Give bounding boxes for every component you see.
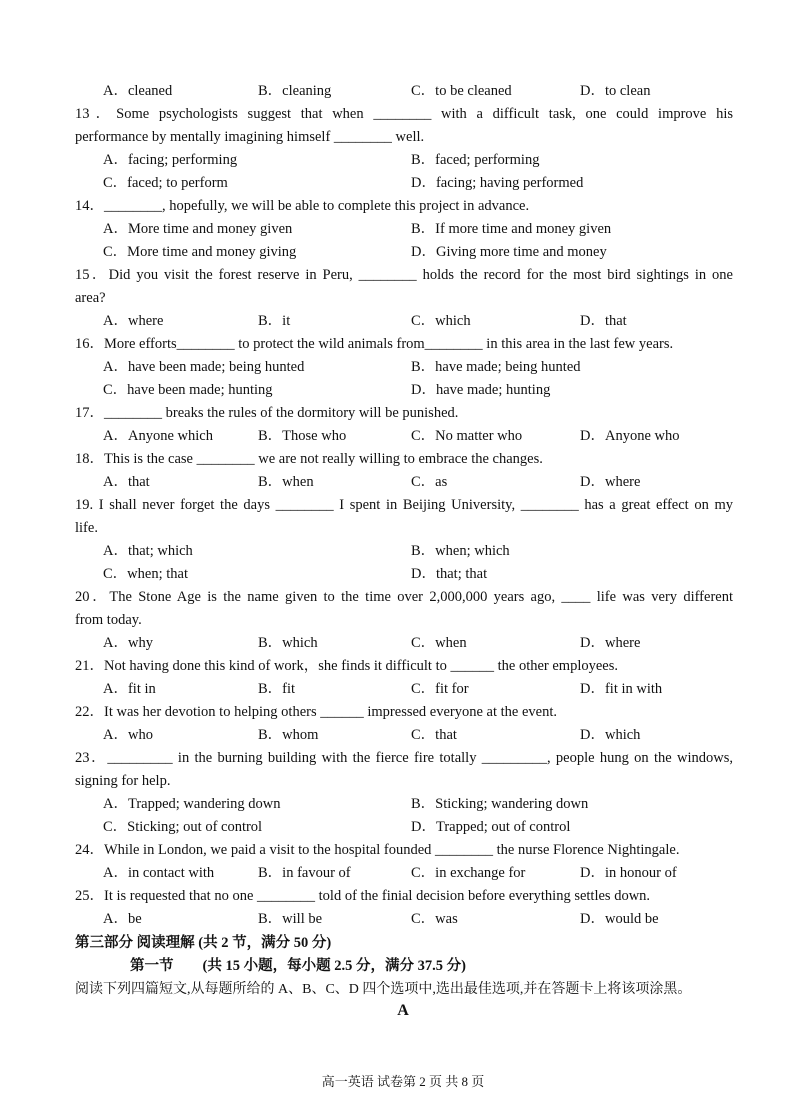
- q20-option-b: B．which: [258, 635, 318, 651]
- q16-option-d: D．have made; hunting: [411, 382, 551, 398]
- q25-stem: 25．It is requested that no one ________ told of the finial decision before everything settles down.: [75, 888, 651, 904]
- q23-option-b: B．Sticking; wandering down: [411, 796, 589, 812]
- section3-subtitle: 第一节 (共 15 小题，每小题 2.5 分，满分 37.5 分): [130, 958, 466, 974]
- q23-option-c: C．Sticking; out of control: [103, 819, 263, 835]
- q15-option-b: B．it: [258, 313, 291, 329]
- q20-stem-line2: from today.: [75, 612, 142, 628]
- q19-option-b: B．when; which: [411, 543, 510, 559]
- q23-stem-line2: signing for help.: [75, 773, 171, 789]
- q15-stem-line1: 15．Did you visit the forest reserve in Peru, ________ holds the record for the most bird sightings in one: [75, 267, 733, 283]
- q18-stem: 18．This is the case ________ we are not really willing to embrace the changes.: [75, 451, 543, 467]
- q13-option-c: C．faced; to perform: [103, 175, 228, 191]
- q19-option-d: D．that; that: [411, 566, 488, 582]
- q24-option-c: C．in exchange for: [411, 865, 526, 881]
- q12-option-c: C．to be cleaned: [411, 83, 512, 99]
- q17-option-a: A．Anyone which: [103, 428, 213, 444]
- q20-option-d: D．where: [580, 635, 641, 651]
- passage-label: A: [397, 1002, 409, 1019]
- q15-option-c: C．which: [411, 313, 471, 329]
- q23-option-d: D．Trapped; out of control: [411, 819, 571, 835]
- q16-stem: 16．More efforts________ to protect the wild animals from________ in this area in the last few years.: [75, 336, 674, 352]
- q18-option-c: C．as: [411, 474, 448, 490]
- q19-stem-line2: life.: [75, 520, 98, 536]
- q19-option-c: C．when; that: [103, 566, 188, 582]
- q21-option-a: A．fit in: [103, 681, 156, 697]
- q21-stem: 21．Not having done this kind of work，she finds it difficult to ______ the other employees.: [75, 658, 619, 674]
- page-footer: 高一英语 试卷第 2 页 共 8 页: [321, 1074, 485, 1089]
- q24-option-a: A．in contact with: [103, 865, 215, 881]
- q18-option-d: D．where: [580, 474, 641, 490]
- q12-option-d: D．to clean: [580, 83, 651, 99]
- q24-option-b: B．in favour of: [258, 865, 351, 881]
- q23-stem-line1: 23．_________ in the burning building with the fierce fire totally _________, people hung on the windows,: [75, 750, 733, 766]
- q14-stem: 14．________, hopefully, we will be able to complete this project in advance.: [75, 198, 530, 214]
- q13-option-a: A．facing; performing: [103, 152, 238, 168]
- q13-stem-line2: performance by mentally imagining himself ________ well.: [75, 129, 425, 145]
- q18-option-a: A．that: [103, 474, 150, 490]
- q24-option-d: D．in honour of: [580, 865, 677, 881]
- q17-option-d: D．Anyone who: [580, 428, 680, 444]
- q18-option-b: B．when: [258, 474, 314, 490]
- section3-instruction: 阅读下列四篇短文,从每题所给的 A、B、C、D 四个选项中,选出最佳选项,并在答题卡上将该项涂黑。: [75, 982, 692, 997]
- q25-option-b: B．will be: [258, 911, 323, 927]
- q22-option-b: B．whom: [258, 727, 319, 743]
- q17-option-b: B．Those who: [258, 428, 347, 444]
- q13-option-b: B．faced; performing: [411, 152, 540, 168]
- q16-option-a: A．have been made; being hunted: [103, 359, 305, 375]
- q15-option-a: A．where: [103, 313, 164, 329]
- q17-stem: 17．________ breaks the rules of the dormitory will be punished.: [75, 405, 459, 421]
- q15-stem-line2: area?: [75, 290, 106, 306]
- q14-option-a: A．More time and money given: [103, 221, 293, 237]
- q23-option-a: A．Trapped; wandering down: [103, 796, 281, 812]
- q21-option-b: B．fit: [258, 681, 296, 697]
- q14-option-d: D．Giving more time and money: [411, 244, 607, 260]
- q20-option-c: C．when: [411, 635, 467, 651]
- q21-option-c: C．fit for: [411, 681, 469, 697]
- q21-option-d: D．fit in with: [580, 681, 663, 697]
- q17-option-c: C．No matter who: [411, 428, 523, 444]
- q25-option-c: C．was: [411, 911, 458, 927]
- q25-option-d: D．would be: [580, 911, 659, 927]
- q15-option-d: D．that: [580, 313, 627, 329]
- q12-option-b: B．cleaning: [258, 83, 332, 99]
- q22-option-c: C．that: [411, 727, 457, 743]
- q13-stem-line1: 13．Some psychologists suggest that when ________ with a difficult task, one could improve his: [75, 106, 733, 122]
- q13-option-d: D．facing; having performed: [411, 175, 584, 191]
- q22-option-d: D．which: [580, 727, 641, 743]
- q22-option-a: A．who: [103, 727, 153, 743]
- q19-stem-line1: 19. I shall never forget the days ________ I spent in Beijing University, ________ has a great effect on my: [75, 497, 733, 513]
- q20-option-a: A．why: [103, 635, 153, 651]
- q14-option-b: B．If more time and money given: [411, 221, 612, 237]
- q22-stem: 22．It was her devotion to helping others ______ impressed everyone at the event.: [75, 704, 558, 720]
- q20-stem-line1: 20．The Stone Age is the name given to the time over 2,000,000 years ago, ____ life was very different: [75, 589, 733, 605]
- q19-option-a: A．that; which: [103, 543, 193, 559]
- q16-option-c: C．have been made; hunting: [103, 382, 273, 398]
- q16-option-b: B．have made; being hunted: [411, 359, 581, 375]
- q14-option-c: C．More time and money giving: [103, 244, 297, 260]
- q12-option-a: A．cleaned: [103, 83, 173, 99]
- section3-title: 第三部分 阅读理解 (共 2 节，满分 50 分): [75, 935, 332, 951]
- q24-stem: 24．While in London, we paid a visit to the hospital founded ________ the nurse Florence Nightingale.: [75, 842, 680, 858]
- q25-option-a: A．be: [103, 911, 142, 927]
